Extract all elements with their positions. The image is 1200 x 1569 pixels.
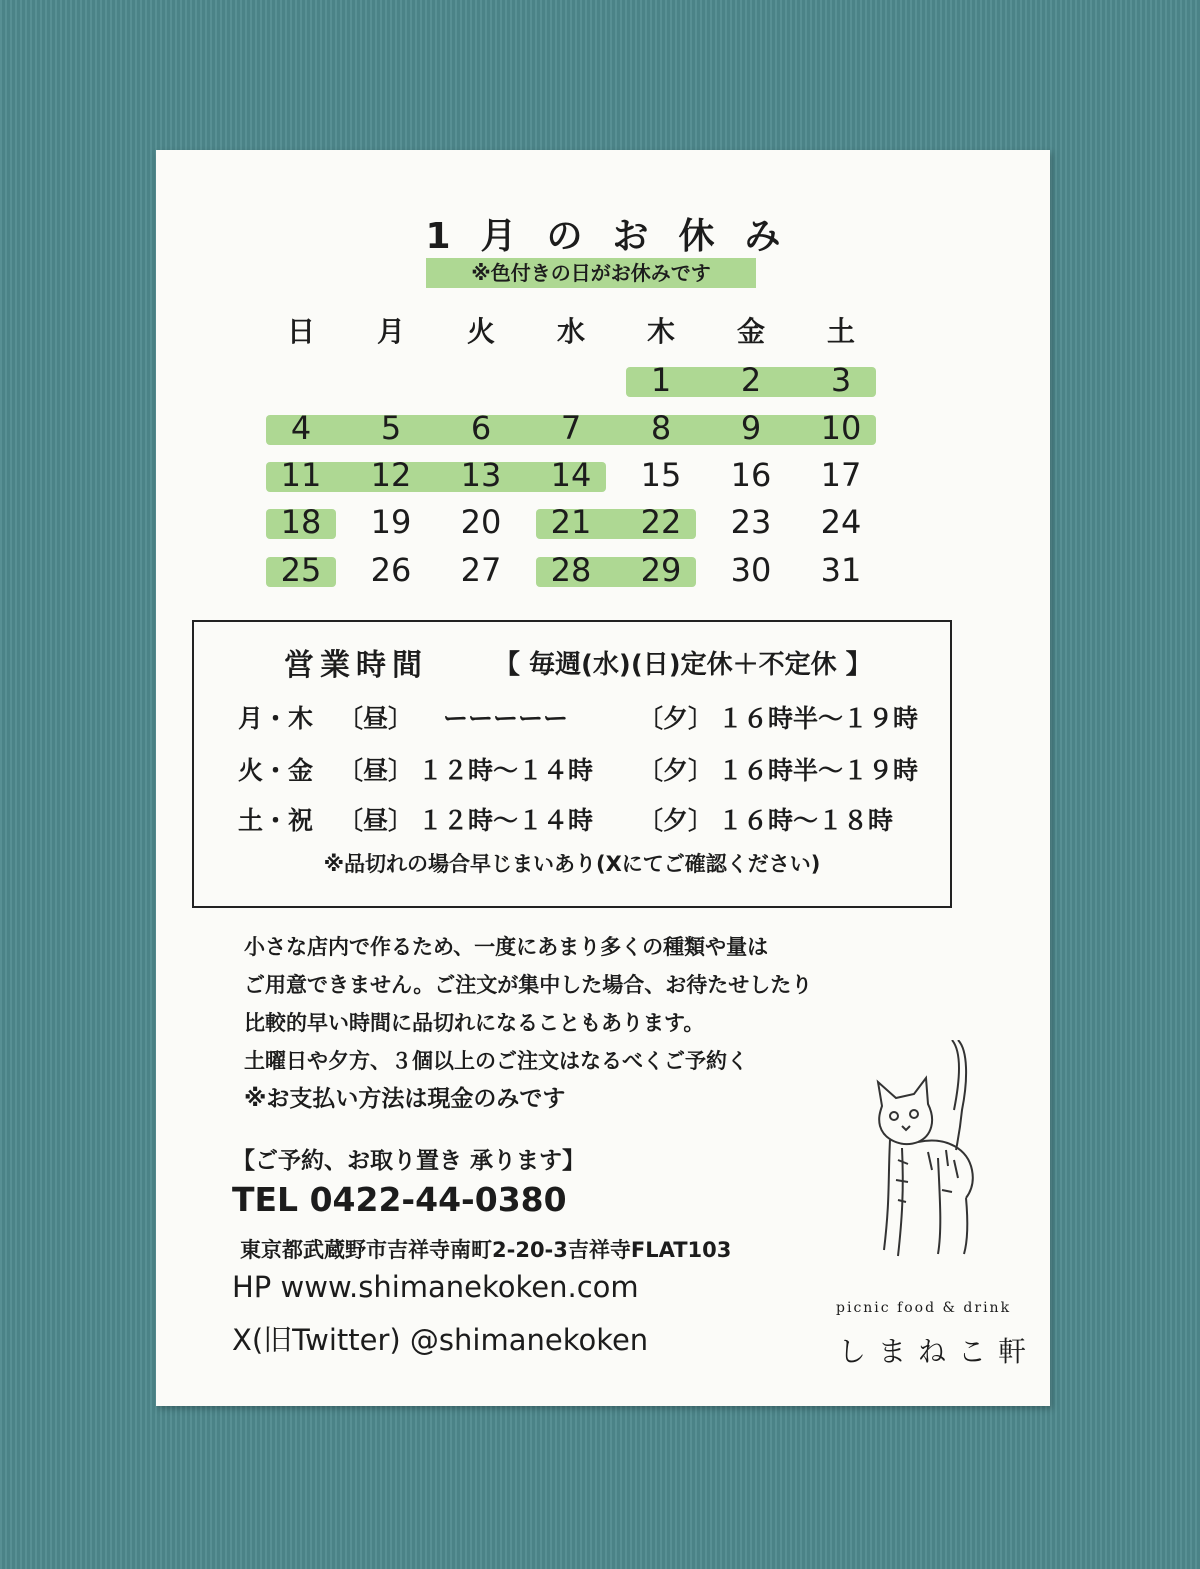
calendar-day: 12 [370,456,412,494]
calendar-day: 16 [730,456,772,494]
dinner-hours: １６時半〜１９時 [718,756,919,785]
lunch-hours: １２時〜１４時 [418,756,594,785]
flyer-card [156,150,1050,1406]
dinner-hours: １６時〜１８時 [718,806,894,835]
weekday-label: 月 [376,315,405,348]
calendar-day: 1 [650,361,672,399]
calendar-day: 19 [370,503,412,541]
dinner-hours: １６時半〜１９時 [718,704,919,733]
hours-days: 火・金 [238,756,314,785]
weekday-label: 日 [286,315,315,348]
calendar-day: 29 [640,551,682,589]
calendar-day: 26 [370,551,412,589]
brand-name: しまねこ軒 [838,1335,1039,1368]
info-text [244,928,812,1118]
business-hours-box [192,620,952,908]
weekday-header [256,310,956,354]
calendar-day: 27 [460,551,502,589]
calendar-day: 25 [280,551,322,589]
cat-illustration [868,1040,988,1270]
weekday-label: 火 [466,315,495,348]
calendar-day: 6 [470,409,492,447]
lunch-label: 〔昼〕 [338,806,414,835]
dinner-label: 〔夕〕 [638,756,714,785]
calendar-day: 8 [650,409,672,447]
calendar-day: 22 [640,503,682,541]
calendar-day: 24 [820,503,862,541]
website: HP www.shimanekoken.com [232,1270,639,1304]
calendar-day: 11 [280,456,322,494]
weekday-label: 水 [556,315,585,348]
calendar-day: 9 [740,409,762,447]
calendar-day: 13 [460,456,502,494]
hours-title: 営業時間 [284,648,428,683]
dinner-label: 〔夕〕 [638,806,714,835]
dinner-label: 〔夕〕 [638,704,714,733]
twitter-handle: X(旧Twitter) @shimanekoken [232,1323,649,1357]
calendar-day: 4 [290,409,312,447]
calendar-day: 23 [730,503,772,541]
page-title: 1月のお休み [425,216,811,257]
regular-closed-days: 【 毎週(水)(日)定休＋不定休 】 [494,650,872,680]
hours-note: ※品切れの場合早じまいあり(Xにてご確認ください) [323,852,821,876]
info-line: 小さな店内で作るため、一度にあまり多くの種類や量は [244,935,769,959]
weekday-label: 土 [826,315,855,348]
hours-days: 土・祝 [238,806,314,835]
calendar-week [256,453,956,497]
calendar-day: 10 [820,409,862,447]
calendar-day: 20 [460,503,502,541]
info-line: ご用意できません。ご注文が集中した場合、お待たせしたり [244,973,813,997]
weekday-label: 木 [646,315,675,348]
calendar-week [256,548,956,592]
calendar-day: 18 [280,503,322,541]
calendar-day: 31 [820,551,862,589]
calendar-day: 30 [730,551,772,589]
reservation-heading: 【ご予約、お取り置き 承ります】 [232,1148,586,1174]
calendar-day: 28 [550,551,592,589]
weekday-label: 金 [736,315,765,348]
phone-number: TEL 0422-44-0380 [232,1180,567,1219]
lunch-hours: ーーーーー [443,704,569,733]
hours-days: 月・木 [238,704,314,733]
calendar-day: 17 [820,456,862,494]
lunch-label: 〔昼〕 [338,704,414,733]
calendar-week [256,406,956,450]
lunch-hours: １２時〜１４時 [418,806,594,835]
calendar-day: 15 [640,456,682,494]
info-line: 土曜日や夕方、３個以上のご注文はなるべくご予約く [244,1049,748,1073]
calendar-week [256,358,956,402]
calendar-day: 3 [830,361,852,399]
calendar-day: 5 [380,409,402,447]
calendar-day: 2 [740,361,762,399]
info-line: 比較的早い時間に品切れになることもあります。 [244,1011,705,1035]
calendar-day: 14 [550,456,592,494]
holiday-note: ※色付きの日がお休みです [426,258,756,288]
payment-note: ※お支払い方法は現金のみです [244,1086,566,1112]
calendar-day: 21 [550,503,592,541]
address: 東京都武蔵野市吉祥寺南町2-20-3吉祥寺FLAT103 [240,1238,732,1262]
lunch-label: 〔昼〕 [338,756,414,785]
calendar-day: 7 [560,409,582,447]
brand-tagline: picnic food & drink [836,1300,1012,1316]
calendar-week [256,500,956,544]
